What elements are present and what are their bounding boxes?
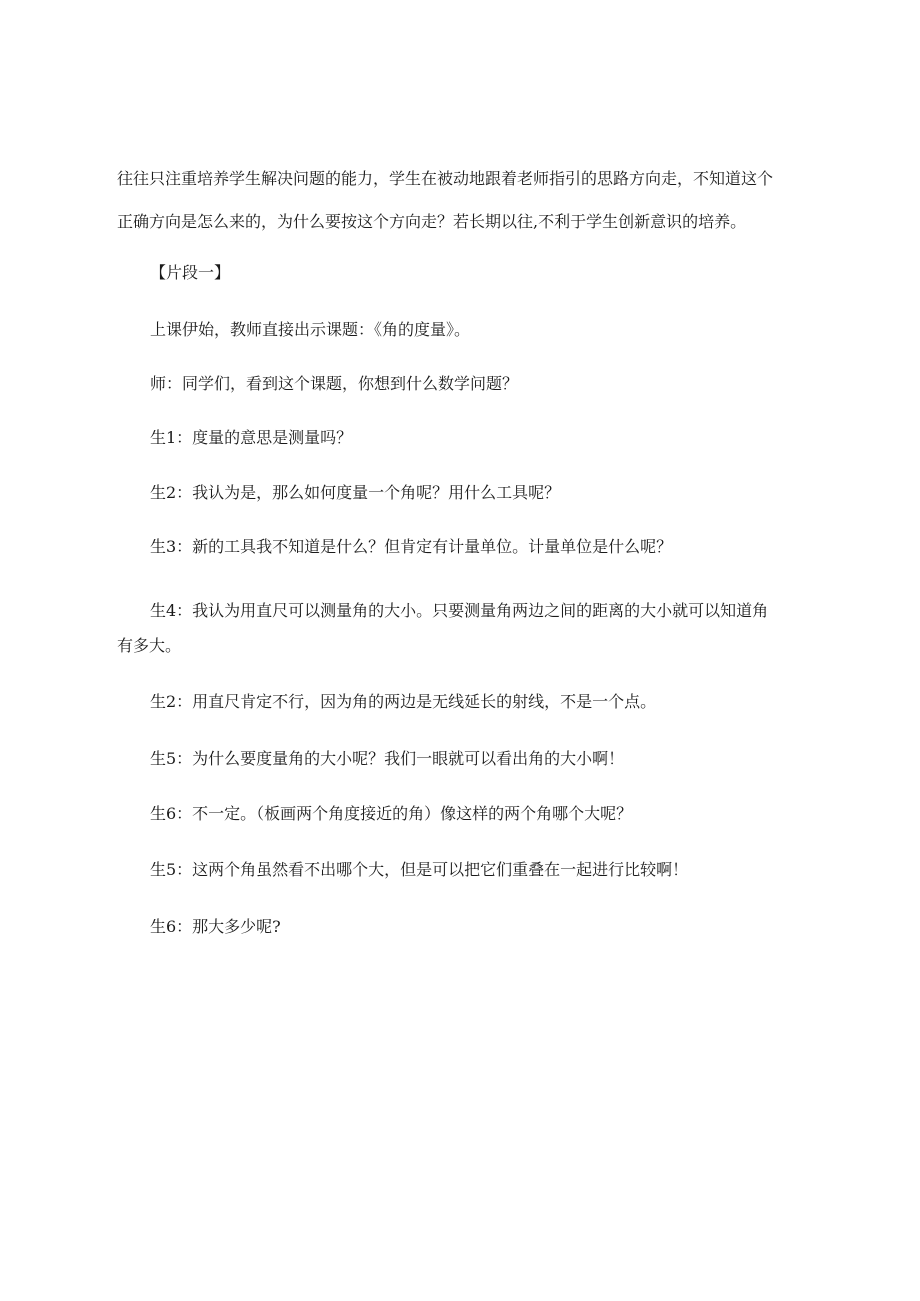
intro-line: 往往只注重培养学生解决问题的能力，学生在被动地跟着老师指引的思路方向走，不知道这个 xyxy=(117,169,774,188)
dialogue-line: 有多大。 xyxy=(117,636,182,655)
dialogue-line: 生5：这两个角虽然看不出哪个大，但是可以把它们重叠在一起进行比较啊！ xyxy=(150,860,689,879)
dialogue-line: 生1：度量的意思是测量吗？ xyxy=(150,428,353,447)
dialogue-line: 生3：新的工具我不知道是什么？但肯定有计量单位。计量单位是什么呢？ xyxy=(150,537,673,556)
dialogue-paragraph xyxy=(117,855,807,885)
dialogue-paragraph xyxy=(117,912,807,942)
intro-paragraph xyxy=(117,164,807,237)
dialogue-line: 生2：我认为是，那么如何度量一个角呢？用什么工具呢？ xyxy=(150,483,561,502)
dialogue-paragraph xyxy=(117,687,807,717)
dialogue-line: 上课伊始，教师直接出示课题：《角的度量》。 xyxy=(150,320,471,339)
dialogue-line: 生4：我认为用直尺可以测量角的大小。只要测量角两边之间的距离的大小就可以知道角 xyxy=(150,601,769,620)
dialogue-line: 生6：不一定。（板画两个角度接近的角）像这样的两个角哪个大呢？ xyxy=(150,804,633,823)
dialogue-paragraph xyxy=(117,799,807,829)
dialogue-paragraph xyxy=(117,315,807,345)
intro-line: 正确方向是怎么来的，为什么要按这个方向走？若长期以往,不利于学生创新意识的培养。 xyxy=(117,212,747,231)
dialogue-paragraph xyxy=(117,369,807,399)
dialogue-line: 生5：为什么要度量角的大小呢？我们一眼就可以看出角的大小啊！ xyxy=(150,749,625,768)
dialogue-paragraph xyxy=(117,423,807,453)
dialogue-paragraph xyxy=(117,596,807,661)
dialogue-paragraph xyxy=(117,478,807,508)
section-heading xyxy=(117,258,807,288)
dialogue-line: 师：同学们，看到这个课题，你想到什么数学问题？ xyxy=(150,374,519,393)
dialogue-line: 生6：那大多少呢? xyxy=(150,917,281,936)
dialogue-paragraph xyxy=(117,532,807,562)
dialogue-line: 生2：用直尺肯定不行，因为角的两边是无线延长的射线，不是一个点。 xyxy=(150,692,657,711)
dialogue-paragraph xyxy=(117,744,807,774)
section-heading-text: 【片段一】 xyxy=(150,263,231,282)
